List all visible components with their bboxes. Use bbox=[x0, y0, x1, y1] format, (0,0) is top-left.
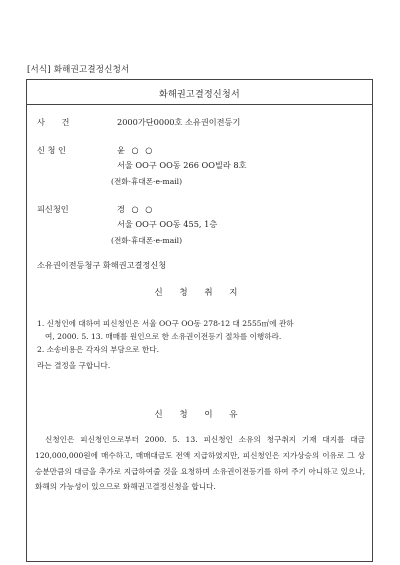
respondent-label: 피신청인 bbox=[37, 204, 69, 214]
respondent-name: 경 ○ ○ bbox=[117, 204, 153, 214]
respondent-address: 서울 OO구 OO동 455, 1층 bbox=[117, 219, 218, 229]
document-title: 화해권고결정신청서 bbox=[159, 90, 240, 100]
respondent-contact: (전화·휴대폰·e-mail) bbox=[111, 236, 183, 245]
reason-text: 신청인은 피신청인으로부터 2000. 5. 13. 피신청인 소유의 청구취지 기재 대지를 대금 120,000,000원에 매수하고, 매매대금도 전액 지급하였지만, 피신청인은 지가상승의 이유로 그 상승분만큼의 대금을 추가로 지급하여줄 것을 요청하며 소유권이전등기를 하여 주기 아니하고 있으나, 화해의 가능성이 있으므로 화해권고결정신청을 합니다. bbox=[35, 435, 365, 492]
applicant-contact: (전화·휴대폰·e-mail) bbox=[111, 177, 183, 186]
applicant-label: 신 청 인 bbox=[37, 145, 66, 155]
document-box bbox=[26, 79, 373, 562]
applicant-address: 서울 OO구 OO동 266 OO빌라 8호 bbox=[117, 160, 247, 170]
reason-heading: 신 청 이 유 bbox=[154, 410, 245, 420]
title-divider bbox=[27, 104, 372, 105]
form-label: [서식] 화해권고결정신청서 bbox=[27, 65, 130, 75]
purpose-item-1-line-1: 1. 신청인에 대하여 피신청인은 서울 OO구 OO동 278-12 대 2555㎡에 관하 bbox=[37, 319, 294, 328]
purpose-closing: 라는 결정을 구합니다. bbox=[37, 361, 111, 370]
case-value: 2000가단0000호 소유권이전등기 bbox=[117, 117, 241, 127]
purpose-item-2: 2. 소송비용은 각자의 부담으로 한다. bbox=[37, 345, 160, 354]
case-label: 사 건 bbox=[37, 117, 70, 127]
purpose-item-1-line-2: 여, 2000. 5. 13. 매매를 원인으로 한 소유권이전등기 절차를 이행하라. bbox=[45, 331, 282, 341]
purpose-item-1 bbox=[37, 318, 362, 343]
petition-title: 소유권이전등청구 화해권고결정신청 bbox=[37, 260, 167, 270]
applicant-name: 윤 ○ ○ bbox=[117, 145, 153, 155]
purpose-heading: 신 청 취 지 bbox=[154, 288, 245, 298]
